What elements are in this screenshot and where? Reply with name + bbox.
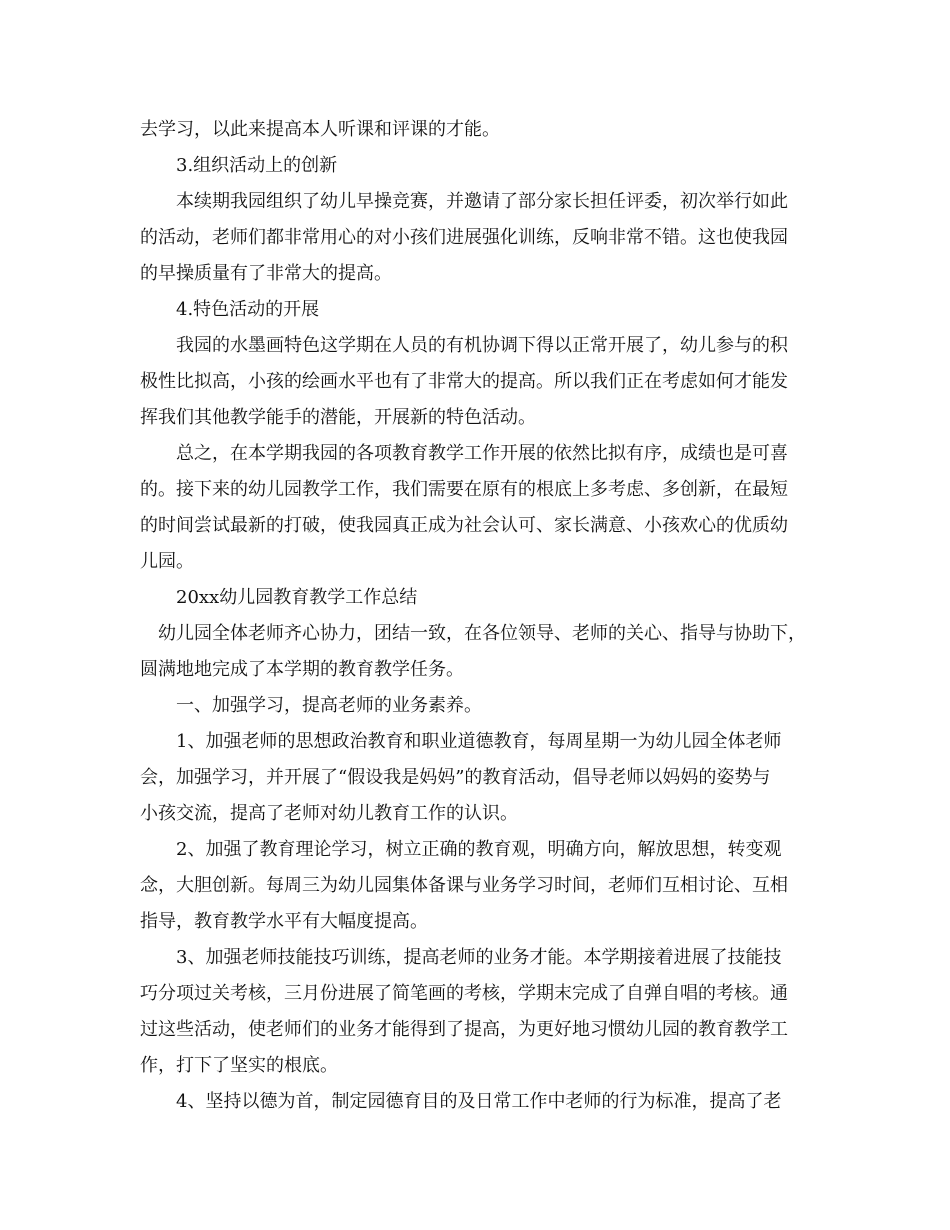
text-line: 指导，教育教学水平有大幅度提高。 bbox=[140, 911, 428, 932]
text-line: 小孩交流，提高了老师对幼儿教育工作的认识。 bbox=[140, 803, 518, 824]
text-line: 作，打下了坚实的根底。 bbox=[140, 1055, 338, 1076]
text-line: 2、加强了教育理论学习，树立正确的教育观，明确方向，解放思想，转变观 bbox=[176, 839, 782, 860]
text-line: 3、加强老师技能技巧训练，提高老师的业务才能。本学期接着进展了技能技 bbox=[176, 947, 782, 968]
text-line: 会，加强学习，并开展了“假设我是妈妈”的教育活动，倡导老师以妈妈的姿势与 bbox=[140, 767, 771, 788]
text-line: 巧分项过关考核，三月份进展了简笔画的考核，学期末完成了自弹自唱的考核。通 bbox=[140, 983, 788, 1004]
text-line: 总之，在本学期我园的各项教育教学工作开展的依然比拟有序，成绩也是可喜 bbox=[176, 443, 788, 464]
text-line: 4、坚持以德为首，制定园德育目的及日常工作中老师的行为标准，提高了老 bbox=[176, 1091, 782, 1112]
text-line: 圆满地地完成了本学期的教育教学任务。 bbox=[140, 659, 464, 680]
section-heading: 3.组织活动上的创新 bbox=[176, 155, 338, 176]
section-heading: 一、加强学习，提高老师的业务素养。 bbox=[176, 695, 482, 716]
text-line: 念，大胆创新。每周三为幼儿园集体备课与业务学习时间，老师们互相讨论、互相 bbox=[140, 875, 788, 896]
text-line: 的早操质量有了非常大的提高。 bbox=[140, 263, 392, 284]
section-heading: 4.特色活动的开展 bbox=[176, 299, 320, 320]
text-line: 我园的水墨画特色这学期在人员的有机协调下得以正常开展了，幼儿参与的积 bbox=[176, 335, 788, 356]
text-line: 极性比拟高，小孩的绘画水平也有了非常大的提高。所以我们正在考虑如何才能发 bbox=[140, 371, 788, 392]
text-line: 的活动，老师们都非常用心的对小孩们进展强化训练，反响非常不错。这也使我园 bbox=[140, 227, 788, 248]
text-line: 的时间尝试最新的打破，使我园真正成为社会认可、家长满意、小孩欢心的优质幼 bbox=[140, 515, 788, 536]
text-line: 过这些活动，使老师们的业务才能得到了提高，为更好地习惯幼儿园的教育教学工 bbox=[140, 1019, 788, 1040]
document-title: 20xx幼儿园教育教学工作总结 bbox=[176, 587, 418, 608]
text-line: 本续期我园组织了幼儿早操竞赛，并邀请了部分家长担任评委，初次举行如此 bbox=[176, 191, 788, 212]
text-line: 的。接下来的幼儿园教学工作，我们需要在原有的根底上多考虑、多创新，在最短 bbox=[140, 479, 788, 500]
text-line: 儿园。 bbox=[140, 551, 194, 572]
text-line: 幼儿园全体老师齐心协力，团结一致，在各位领导、老师的关心、指导与协助下， bbox=[158, 623, 806, 644]
text-line: 挥我们其他教学能手的潜能，开展新的特色活动。 bbox=[140, 407, 536, 428]
text-line: 去学习，以此来提高本人听课和评课的才能。 bbox=[140, 119, 500, 140]
text-line: 1、加强老师的思想政治教育和职业道德教育，每周星期一为幼儿园全体老师 bbox=[176, 731, 782, 752]
